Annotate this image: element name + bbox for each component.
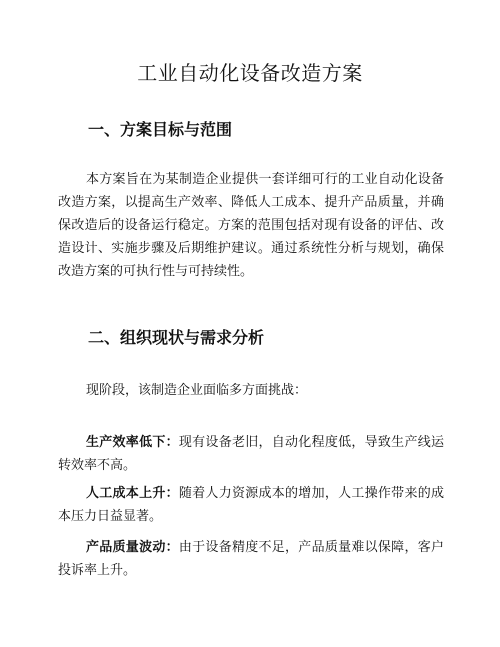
challenge-label: 生产效率低下： (86, 435, 179, 450)
document-title: 工业自动化设备改造方案 (137, 61, 363, 85)
challenge-label: 产品质量波动： (86, 540, 179, 555)
section-heading-goals: 一、方案目标与范围 (88, 120, 233, 139)
challenge-item-efficiency (58, 431, 444, 477)
challenge-item-labor-cost (58, 482, 444, 528)
section-intro-analysis: 现阶段，该制造企业面临多方面挑战： (86, 383, 308, 398)
challenge-text: 现有设备老旧，自动化程度低，导致生产线运转效率不高。 (58, 435, 444, 473)
challenge-text: 由于设备精度不足，产品质量难以保障，客户投诉率上升。 (58, 540, 444, 578)
challenge-item-quality (58, 536, 444, 582)
section-heading-analysis: 二、组织现状与需求分析 (88, 328, 265, 347)
challenge-text: 随着人力资源成本的增加，人工操作带来的成本压力日益显著。 (58, 486, 444, 524)
section-paragraph-goals: 本方案旨在为某制造企业提供一套详细可行的工业自动化设备改造方案，以提高生产效率、降低人工成本、提升产品质量，并确保改造后的设备运行稳定。方案的范围包括对现有设备的评估、改造设计、实施步骤及后期维护建议。通过系统性分析与规划，确保改造方案的可执行性与可持续性。 (58, 172, 444, 279)
challenge-label: 人工成本上升： (86, 486, 179, 501)
